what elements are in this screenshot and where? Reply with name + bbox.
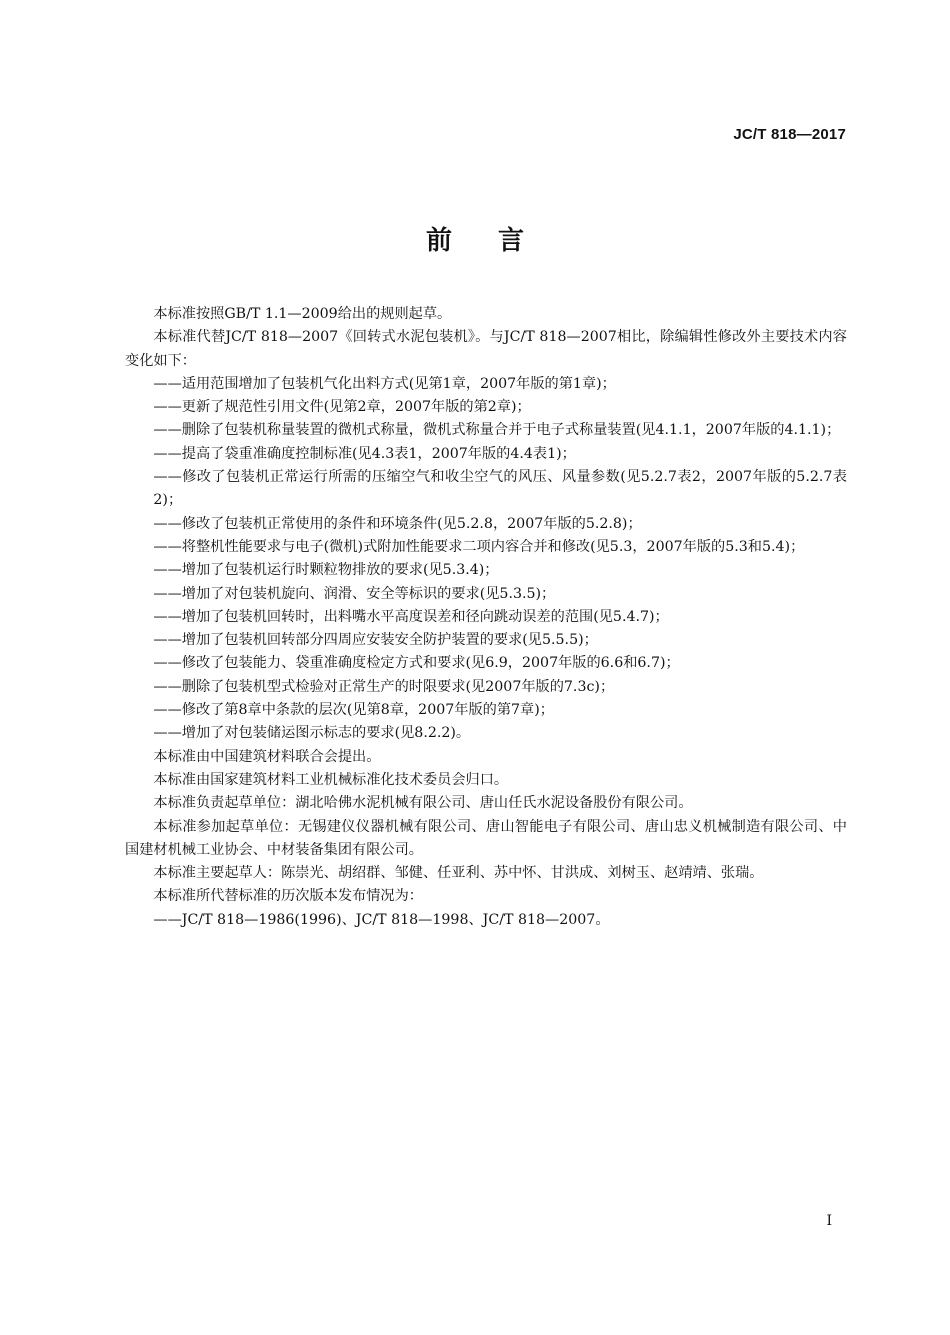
change-item: ——增加了包装机运行时颗粒物排放的要求(见5.3.4)； [153, 562, 499, 579]
change-item: ——增加了对包装机旋向、润滑、安全等标识的要求(见5.3.5)； [153, 585, 556, 602]
paragraph-committee: 本标准由国家建筑材料工业机械标准化技术委员会归口。 [153, 771, 509, 788]
paragraph-lead-drafters: 本标准负责起草单位：湖北哈佛水泥机械有限公司、唐山任氏水泥设备股份有限公司。 [153, 795, 693, 812]
paragraph-participating-drafters: 本标准参加起草单位：无锡建仪仪器机械有限公司、唐山智能电子有限公司、唐山忠义机械制造有限公司、中国建材机械工业协会、中材装备集团有限公司。 [125, 818, 847, 858]
change-item: ——修改了包装机正常使用的条件和环境条件(见5.2.8，2007年版的5.2.8)； [153, 515, 642, 532]
page-number: I [826, 1213, 832, 1229]
change-item: ——修改了包装机正常运行所需的压缩空气和收尘空气的风压、风量参数(见5.2.7表2，2007年版的5.2.7表2)； [153, 469, 847, 509]
history-item: ——JC/T 818—1986(1996)、JC/T 818—1998、JC/T 818—2007。 [153, 911, 610, 928]
standard-code: JC/T 818—2017 [733, 126, 846, 143]
change-item: ——适用范围增加了包装机气化出料方式(见第1章，2007年版的第1章)； [153, 375, 616, 392]
change-item: ——增加了包装机回转部分四周应安装安全防护装置的要求(见5.5.5)； [153, 632, 598, 649]
change-item: ——更新了规范性引用文件(见第2章，2007年版的第2章)； [153, 399, 531, 416]
change-item: ——增加了包装机回转时，出料嘴水平高度误差和径向跳动误差的范围(见5.4.7)； [153, 608, 669, 625]
change-item: ——删除了包装机型式检验对正常生产的时限要求(见2007年版的7.3c)； [153, 678, 615, 695]
paragraph-replacement: 本标准代替JC/T 818—2007《回转式水泥包装机》。与JC/T 818—2007相比，除编辑性修改外主要技术内容变化如下： [125, 329, 847, 369]
change-item: ——将整机性能要求与电子(微机)式附加性能要求二项内容合并和修改(见5.3，2007年版的5.3和5.4)； [153, 538, 805, 555]
change-item: ——修改了包装能力、袋重准确度检定方式和要求(见6.9，2007年版的6.6和6.7)； [153, 655, 680, 672]
change-item: ——修改了第8章中条款的层次(见第8章，2007年版的第7章)； [153, 702, 554, 719]
change-item: ——增加了对包装储运图示标志的要求(见8.2.2)。 [153, 725, 471, 742]
paragraph-proposer: 本标准由中国建筑材料联合会提出。 [153, 748, 381, 765]
change-item: ——删除了包装机称量装置的微机式称量，微机式称量合并于电子式称量装置(见4.1.1，2007年版的4.1.1)； [153, 422, 841, 439]
foreword-body [125, 303, 847, 932]
change-item: ——提高了袋重准确度控制标准(见4.3表1，2007年版的4.4表1)； [153, 445, 576, 462]
paragraph-drafting-rule: 本标准按照GB/T 1.1—2009给出的规则起草。 [153, 306, 452, 322]
paragraph-main-authors: 本标准主要起草人：陈崇光、胡绍群、邹健、任亚利、苏中怀、甘洪成、刘树玉、赵靖靖、张瑞。 [153, 865, 764, 882]
page-title: 前言 [425, 226, 570, 256]
paragraph-history-intro: 本标准所代替标准的历次版本发布情况为： [153, 888, 423, 905]
